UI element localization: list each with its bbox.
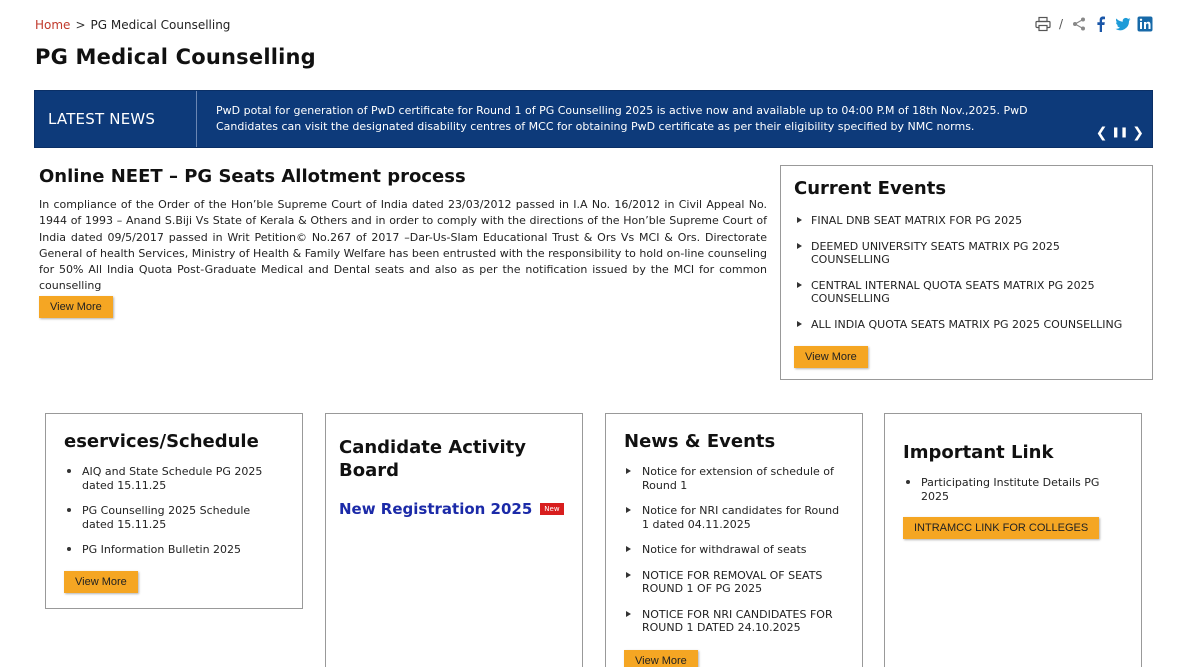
important-link-title: Important Link	[903, 442, 1054, 463]
new-badge: New	[540, 503, 563, 515]
eservices-view-more-button[interactable]: View More	[64, 571, 138, 593]
candidate-activity-title: Candidate Activity Board	[339, 437, 526, 481]
news-events-list	[624, 465, 844, 647]
news-event-item[interactable]: NOTICE FOR NRI CANDIDATES FOR ROUND 1 DATED 24.10.2025	[624, 608, 844, 635]
breadcrumb-current: PG Medical Counselling	[90, 18, 231, 32]
eservices-title: eservices/Schedule	[64, 431, 259, 452]
news-prev-icon[interactable]: ❮	[1095, 125, 1108, 141]
current-event-item[interactable]: CENTRAL INTERNAL QUOTA SEATS MATRIX PG 2025 COUNSELLING	[797, 279, 1137, 306]
current-events-panel	[780, 165, 1153, 380]
top-bar	[35, 17, 1153, 33]
important-link-list	[903, 476, 1123, 515]
current-event-item[interactable]: FINAL DNB SEAT MATRIX FOR PG 2025	[797, 214, 1137, 228]
breadcrumb-separator: >	[75, 18, 86, 32]
new-registration-row	[339, 500, 564, 518]
neet-title: Online NEET – PG Seats Allotment process	[39, 166, 466, 187]
current-events-list	[797, 214, 1137, 343]
latest-news-label: LATEST NEWS	[35, 91, 197, 147]
important-link-card	[884, 413, 1142, 667]
current-events-title: Current Events	[794, 178, 947, 199]
breadcrumb-home-link[interactable]: Home	[35, 18, 71, 32]
linkedin-icon[interactable]	[1137, 16, 1153, 32]
twitter-icon[interactable]	[1115, 16, 1131, 32]
candidate-activity-card	[325, 413, 583, 667]
breadcrumb	[35, 17, 1153, 33]
eservices-list	[64, 465, 284, 569]
new-registration-link[interactable]: New Registration 2025	[339, 500, 533, 518]
neet-view-more-button[interactable]: View More	[39, 296, 113, 318]
latest-news-text[interactable]: PwD potal for generation of PwD certificate for Round 1 of PG Counselling 2025 is active now and available up to 04:00 P.M of 18th Nov.,2025. PwD Candidates can visit the designated disability centres of MCC for obtaining PwD certificate as per their eligibility specified by NMC norms.	[216, 104, 1028, 133]
neet-body: In compliance of the Order of the Hon’ble Supreme Court of India dated 23/03/2012 passed in I.A No. 16/2012 in Civil Appeal No. 1944 of 1993 – Anand S.Biji Vs State of Kerala & Others and in order to comply with the directions of the Hon’ble Supreme Court of India dated 09/5/2017 passed in Writ Petition© No.267 of 2017 –Dar-Us-Slam Educational Trust & Ors Vs MCI & Ors. Directorate General of health Services, Ministry of Health & Family Welfare has been entrusted with the responsibility to hold on-line counseling for 50% All India Quota Post-Graduate Medical and Dental seats and also as per the notification issued by the MCI for common counselling	[39, 198, 767, 293]
page-title: PG Medical Counselling	[35, 45, 316, 69]
news-event-item[interactable]: Notice for extension of schedule of Round 1	[624, 465, 844, 492]
news-controls	[1096, 126, 1144, 140]
news-events-title: News & Events	[624, 431, 776, 452]
current-events-view-more-button[interactable]: View More	[794, 346, 868, 368]
important-link-item[interactable]: Participating Institute Details PG 2025	[903, 476, 1123, 503]
news-events-card	[605, 413, 863, 667]
eservices-card	[45, 413, 303, 609]
share-toolbar	[1035, 16, 1153, 32]
news-event-item[interactable]: NOTICE FOR REMOVAL OF SEATS ROUND 1 OF PG 2025	[624, 569, 844, 596]
news-event-item[interactable]: Notice for withdrawal of seats	[624, 543, 844, 557]
share-icon[interactable]	[1071, 16, 1087, 32]
current-event-item[interactable]: ALL INDIA QUOTA SEATS MATRIX PG 2025 COUNSELLING	[797, 318, 1137, 332]
eservices-item[interactable]: PG Information Bulletin 2025	[64, 543, 284, 557]
facebook-icon[interactable]	[1093, 16, 1109, 32]
eservices-item[interactable]: PG Counselling 2025 Schedule dated 15.11.25	[64, 504, 284, 531]
neet-section	[39, 166, 767, 313]
eservices-item[interactable]: AIQ and State Schedule PG 2025 dated 15.11.25	[64, 465, 284, 492]
news-pause-icon[interactable]: ❚❚	[1111, 127, 1129, 138]
news-next-icon[interactable]: ❯	[1132, 125, 1144, 141]
news-event-item[interactable]: Notice for NRI candidates for Round 1 dated 04.11.2025	[624, 504, 844, 531]
current-event-item[interactable]: DEEMED UNIVERSITY SEATS MATRIX PG 2025 COUNSELLING	[797, 240, 1137, 267]
print-icon[interactable]	[1035, 16, 1051, 32]
latest-news-bar	[34, 90, 1153, 148]
share-slash: /	[1058, 17, 1063, 31]
intramcc-link-button[interactable]: INTRAMCC LINK FOR COLLEGES	[903, 517, 1099, 539]
news-events-view-more-button[interactable]: View More	[624, 650, 698, 667]
